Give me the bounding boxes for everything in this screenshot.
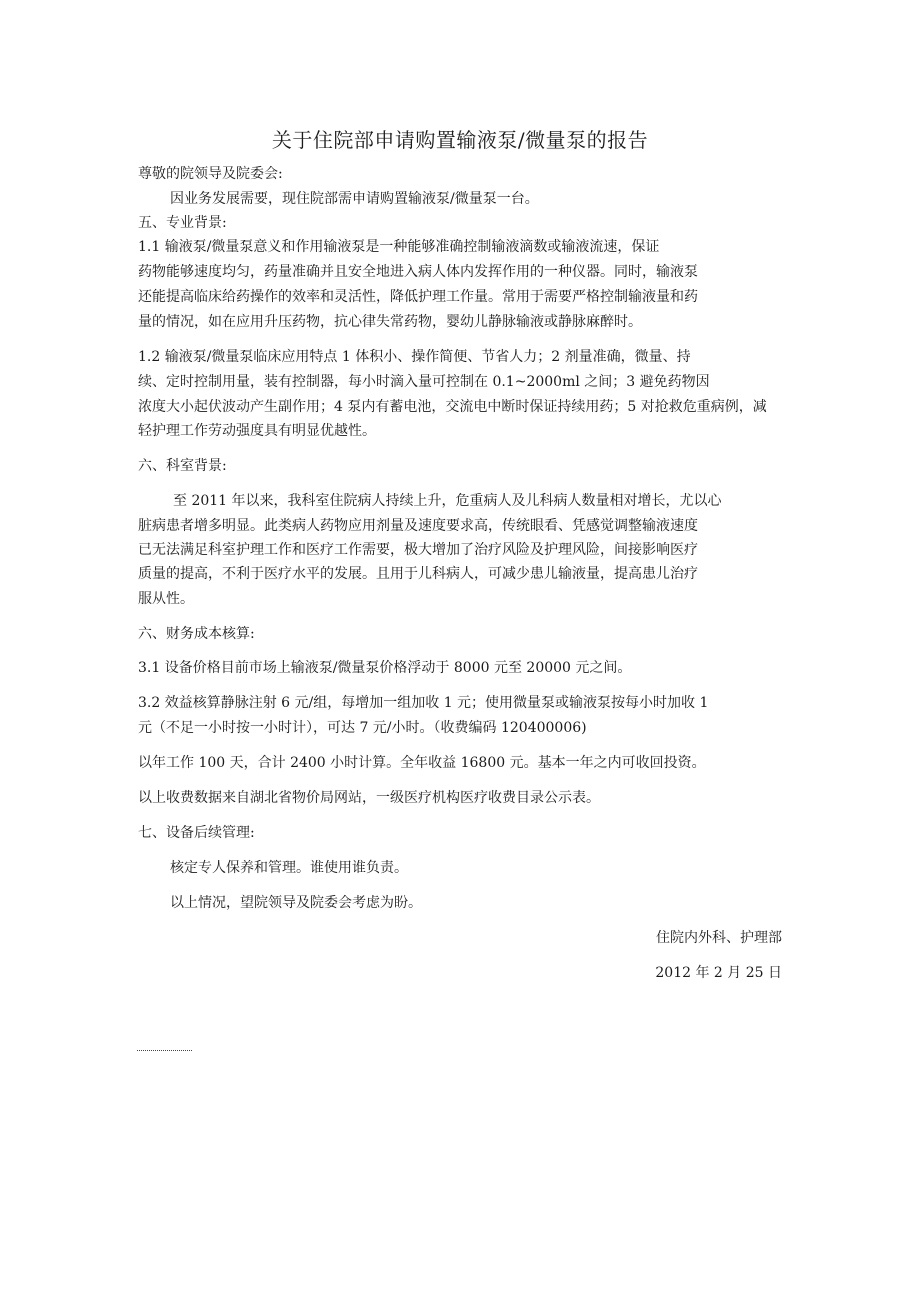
s5-p1-line-1: 1.1 输液泵/微量泵意义和作用输液泵是一种能够准确控制输液滴数或输液流速，保证: [138, 239, 660, 255]
s6b-p1: 3.1 设备价格目前市场上输液泵/微量泵价格浮动于 8000 元至 20000 元之间。: [138, 660, 632, 676]
s6a-p1-line-3: 已无法满足科室护理工作和医疗工作需要，极大增加了治疗风险及护理风险，间接影响医疗: [138, 542, 698, 558]
s6a-p1-line-5: 服从性。: [138, 591, 194, 607]
s5-p2-line-4: 轻护理工作劳动强度具有明显优越性。: [138, 423, 376, 439]
s6b-p4: 以上收费数据来自湖北省物价局网站，一级医疗机构医疗收费目录公示表。: [138, 790, 600, 806]
intro-paragraph: 因业务发展需要，现住院部需申请购置输液泵/微量泵一台。: [170, 191, 539, 207]
s7-p1: 核定专人保养和管理。谁使用谁负责。: [170, 860, 408, 876]
s5-p1-line-4: 量的情况，如在应用升压药物，抗心律失常药物，婴幼儿静脉输液或静脉麻醉时。: [138, 314, 642, 330]
s5-p1-line-2: 药物能够速度均匀，药量准确并且安全地进入病人体内发挥作用的一种仪器。同时，输液泵: [138, 264, 698, 280]
s5-p1-line-3: 还能提高临床给药操作的效率和灵活性，降低护理工作量。常用于需要严格控制输液量和药: [138, 289, 698, 305]
s6a-p1-line-4: 质量的提高，不利于医疗水平的发展。且用于儿科病人，可减少患儿输液量，提高患儿治疗: [138, 566, 698, 582]
signature: 住院内外科、护理部: [656, 930, 782, 946]
s6b-p2-line-2: 元（不足一小时按一小时计），可达 7 元/小时。（收费编码 120400006): [138, 720, 587, 736]
s5-p2-line-1: 1.2 输液泵/微量泵临床应用特点 1 体积小、操作简便、节省人力；2 剂量准确，微量、持: [138, 349, 691, 365]
greeting: 尊敬的院领导及院委会:: [138, 166, 283, 182]
footer-dotted-rule: [137, 1050, 192, 1051]
section-6-finance-heading: 六、财务成本核算:: [138, 626, 255, 642]
s7-p2: 以上情况，望院领导及院委会考虑为盼。: [170, 895, 422, 911]
section-6-background-heading: 六、科室背景:: [138, 458, 227, 474]
section-7-heading: 七、设备后续管理:: [138, 825, 255, 841]
s6a-p1-line-2: 脏病患者增多明显。此类病人药物应用剂量及速度要求高，传统眼看、凭感觉调整输液速度: [138, 518, 698, 534]
date: 2012 年 2 月 25 日: [655, 965, 782, 981]
s6b-p2-line-1: 3.2 效益核算静脉注射 6 元/组，每增加一组加收 1 元；使用微量泵或输液泵按每小时加收 1: [138, 695, 709, 711]
s5-p2-line-3: 浓度大小起伏波动产生副作用；4 泵内有蓄电池，交流电中断时保证持续用药；5 对抢救危重病例，减: [138, 399, 767, 415]
section-5-heading: 五、专业背景:: [138, 215, 227, 231]
document-title: 关于住院部申请购置输液泵/微量泵的报告: [271, 128, 649, 152]
s6b-p3: 以年工作 100 天，合计 2400 小时计算。全年收益 16800 元。基本一年之内可收回投资。: [138, 755, 706, 771]
s5-p2-line-2: 续、定时控制用量，装有控制器，每小时滴入量可控制在 0.1~2000ml 之间；3 避免药物因: [138, 374, 710, 390]
s6a-p1-line-1: 至 2011 年以来，我科室住院病人持续上升，危重病人及儿科病人数量相对增长，尤以心: [173, 493, 722, 509]
